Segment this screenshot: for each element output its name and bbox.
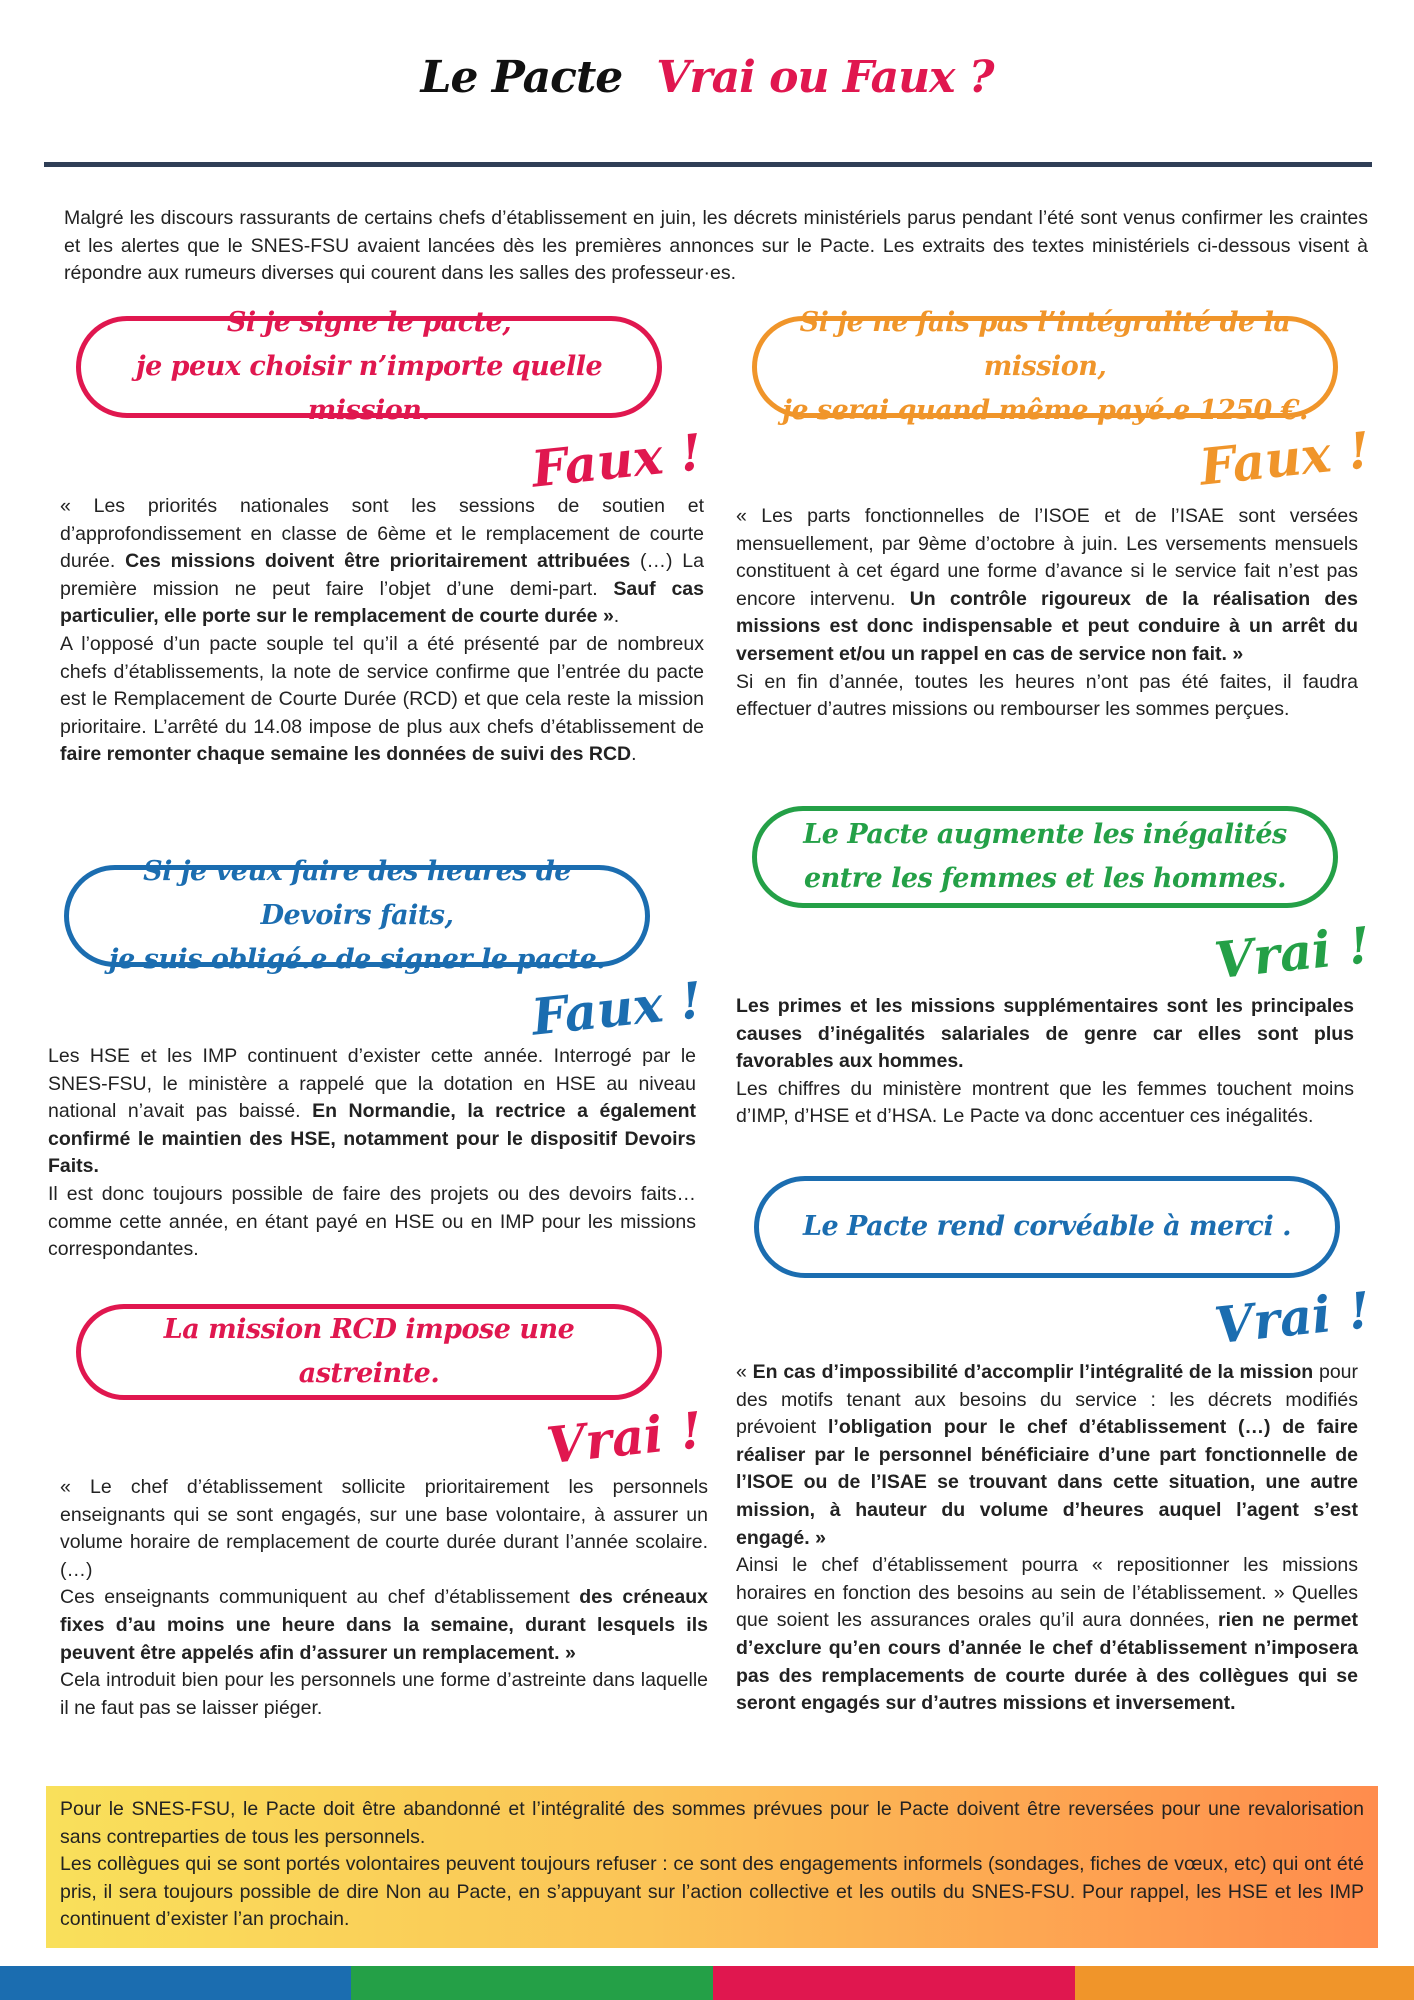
claim-line: Si je signe le pacte,	[226, 307, 512, 338]
answer-text-corveable	[736, 1359, 1358, 1718]
claim-line: je peux choisir n’importe quelle mission.	[135, 351, 603, 426]
bold-span: l’obligation pour le chef d’établissement (…) de faire réaliser par le personnel bénéficiaire d’une part fonctionnelle de l’ISOE ou de l’ISAE se trouvant dans cette situation, une autre mission, à hauteur du volume d’heures auquel l’agent s’est engagé. »	[736, 1416, 1359, 1549]
text-span: «	[736, 1361, 753, 1383]
conclusion-box	[46, 1786, 1378, 1948]
text-span: Ainsi le chef d’établissement pourra « repositionner les missions horaires en fonction des besoins au sein de l’établissement. » Quelles que soient les assurances orales qu’il aura données,	[736, 1554, 1358, 1632]
bold-span: rien ne permet d’exclure qu’en cours d’année le chef d’établissement n’imposera pas des remplacements de courte durée à des collègues qui se seront engagés sur d’autres missions et inversement.	[736, 1609, 1358, 1715]
claim-line: La mission RCD impose une astreinte.	[163, 1314, 575, 1389]
answer-paragraph: Il est donc toujours possible de faire des projets ou des devoirs faits… comme cette année, en étant payé en HSE ou en IMP pour les missions correspondantes.	[48, 1182, 696, 1261]
answer-text-devoirs-faits	[48, 1043, 696, 1264]
answer-paragraph: Les chiffres du ministère montrent que les femmes touchent moins d’IMP, d’HSE et d’HSA. Le Pacte va donc accentuer ces inégalités.	[736, 1077, 1354, 1128]
text-span: Ces enseignants communiquent au chef d’établissement	[60, 1586, 580, 1609]
answer-paragraph: Si en fin d’année, toutes les heures n’ont pas été faites, il faudra effectuer d’autres missions ou rembourser les sommes perçues.	[736, 670, 1358, 721]
claim-line: je serai quand même payé.e 1250 €.	[782, 395, 1308, 426]
verdict-faux: Faux !	[1197, 420, 1374, 497]
verdict-faux: Faux !	[529, 422, 706, 499]
header-divider	[44, 162, 1372, 167]
answer-paragraph	[736, 1359, 1358, 1552]
answer-text-astreinte	[60, 1474, 708, 1722]
answer-paragraph	[736, 993, 1354, 1076]
text-span: « Les parts fonctionnelles de l’ISOE et de l’ISAE sont versées mensuellement, par 9ème d’octobre à juin. Les versements mensuels constituent à cet égard une forme d’avance si le service fait n’est pas encore intervenu.	[736, 505, 1358, 610]
footer-stripe-green	[351, 1966, 713, 2000]
answer-paragraph: « Le chef d’établissement sollicite prioritairement les personnels enseignants qui se sont engagés, sur une base volontaire, à assurer un volume horaire de remplacement de courte durée durant l’année scolaire. (…)	[60, 1476, 708, 1581]
claim-bubble-devoirs-faits	[64, 856, 650, 975]
page-title	[0, 52, 1414, 103]
claim-line: entre les femmes et les hommes.	[804, 863, 1286, 894]
intro-paragraph: Malgré les discours rassurants de certains chefs d’établissement en juin, les décrets ministériels parus pendant l’été sont venus confirmer les craintes et les alertes que le SNES-FSU avaient lancées dès les premières annonces sur le Pacte. Les extraits des textes ministériels ci-dessous visent à répondre aux rumeurs diverses qui courent dans les salles des professeur·es.	[64, 207, 1368, 284]
footer-stripe-orange	[1075, 1966, 1414, 2000]
text-span: pour des motifs tenant aux besoins du service : les décrets modifiés prévoient	[736, 1361, 1359, 1439]
bold-span: Sauf cas particulier, elle porte sur le remplacement de courte durée »	[60, 577, 704, 628]
answer-paragraph	[60, 493, 704, 631]
text-span: A l’opposé d’un pacte souple tel qu’il a été présenté par de nombreux chefs d’établissements, la note de service confirme que l’entrée du pacte est le Remplacement de Courte Durée (RCD) et que cela reste la mission prioritaire. L’arrêté du 14.08 impose de plus aux chefs d’établissement de	[60, 632, 704, 738]
text-span: « Les priorités nationales sont les sessions de soutien et d’approfondissement en classe de 6ème et le remplacement de courte durée.	[60, 495, 704, 573]
claim-bubble-inegalites	[752, 806, 1338, 908]
bold-span: En Normandie, la rectrice a également confirmé le maintien des HSE, notamment pour le dispositif Devoirs Faits.	[48, 1100, 696, 1178]
answer-paragraph: Cela introduit bien pour les personnels une forme d’astreinte dans laquelle il ne faut pas se laisser piéger.	[60, 1669, 708, 1719]
verdict-faux: Faux !	[529, 970, 706, 1047]
bold-span: En cas d’impossibilité d’accomplir l’intégralité de la mission	[752, 1361, 1314, 1383]
bold-span: des créneaux fixes d’au moins une heure dans la semaine, durant lesquels ils peuvent être appelés afin d’assurer un remplacement. »	[60, 1586, 708, 1664]
claim-line: Si je ne fais pas l’intégralité de la mission,	[799, 307, 1291, 382]
verdict-vrai: Vrai !	[1211, 915, 1374, 991]
text-span: .	[631, 743, 637, 766]
answer-paragraph	[60, 1584, 708, 1667]
answer-text-paiement	[736, 503, 1358, 724]
claim-bubble-astreinte	[76, 1304, 662, 1400]
title-le-pacte: Le Pacte	[420, 52, 623, 103]
answer-paragraph	[60, 631, 704, 769]
conclusion-paragraph: Pour le SNES-FSU, le Pacte doit être abandonné et l’intégralité des sommes prévues pour le Pacte doivent être reversées pour une revalorisation sans contreparties de tous les personnels.	[60, 1798, 1364, 1848]
answer-paragraph	[48, 1043, 696, 1181]
conclusion-paragraph: Les collègues qui se sont portés volontaires peuvent toujours refuser : ce sont des engagements informels (sondages, fiches de vœux, etc) qui ont été pris, il sera toujours possible de dire Non au Pacte, en s’appuyant sur l’action collective et les outils du SNES-FSU. Pour rappel, les HSE et les IMP continuent d’exister l’an prochain.	[60, 1853, 1364, 1930]
answer-text-mission	[60, 493, 704, 769]
claim-bubble-mission	[76, 307, 662, 426]
footer-stripe-pink	[713, 1966, 1075, 2000]
footer-stripe-blue	[0, 1966, 351, 2000]
bold-span: Ces missions doivent être prioritairement attribuées	[125, 550, 631, 573]
title-vrai-ou-faux: Vrai ou Faux ?	[656, 52, 994, 103]
claim-line: je suis obligé.e de signer le pacte.	[108, 944, 606, 975]
bold-span: Un contrôle rigoureux de la réalisation des missions est donc indispensable et peut conduire à un arrêt du versement et/ou un rappel en cas de service non fait. »	[736, 587, 1358, 665]
text-span: (…) La première mission ne peut faire l’objet d’une demi-part.	[60, 550, 704, 600]
claim-line: Le Pacte augmente les inégalités	[803, 819, 1287, 850]
claim-bubble-paiement	[752, 307, 1338, 426]
bold-span: faire remonter chaque semaine les données de suivi des RCD	[60, 743, 632, 766]
answer-paragraph	[736, 503, 1358, 669]
claim-bubble-corveable	[754, 1176, 1340, 1278]
verdict-vrai: Vrai !	[1211, 1280, 1374, 1356]
verdict-vrai: Vrai !	[543, 1400, 706, 1476]
answer-text-inegalites	[736, 993, 1354, 1131]
text-span: Les HSE et les IMP continuent d’exister cette année. Interrogé par le SNES-FSU, le ministère a rappelé que la dotation en HSE au niveau national n’avait pas baissé.	[48, 1045, 696, 1123]
bold-span: Les primes et les missions supplémentaires sont les principales causes d’inégalités salariales de genre car elles sont plus favorables aux hommes.	[736, 995, 1354, 1073]
answer-paragraph	[736, 1552, 1358, 1718]
claim-line: Le Pacte rend corvéable à merci .	[802, 1211, 1292, 1242]
text-span: .	[613, 605, 620, 628]
claim-line: Si je veux faire des heures de Devoirs faits,	[143, 856, 571, 931]
